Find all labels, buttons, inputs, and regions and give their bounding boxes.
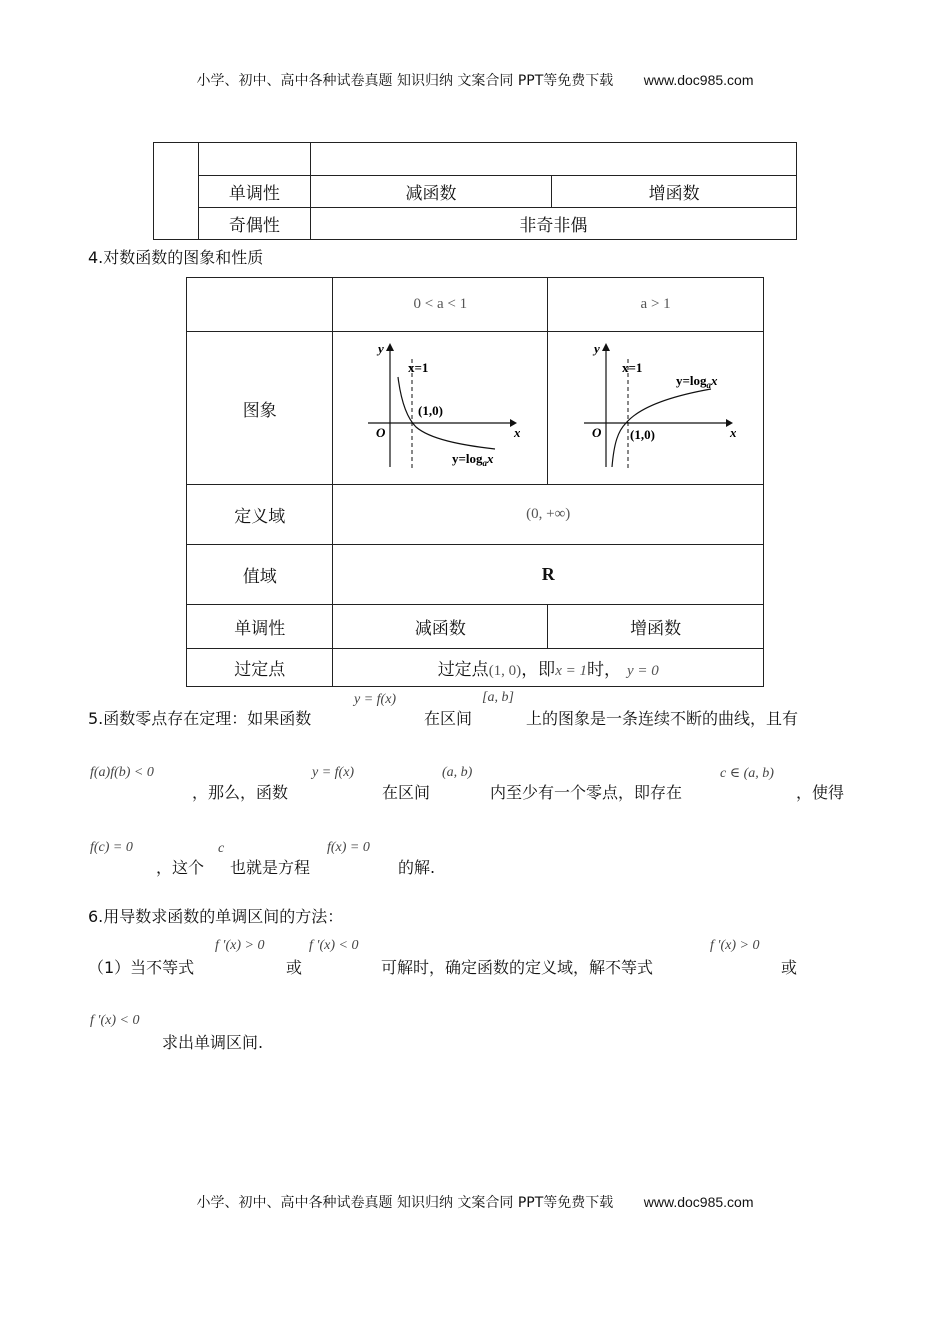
s6-text: 或 xyxy=(286,958,303,977)
origin-label: O xyxy=(376,425,386,440)
s6-text: 求出单调区间. xyxy=(162,1033,264,1052)
page-header xyxy=(0,70,950,90)
s5-math: c xyxy=(218,841,225,856)
s5-math: f(x) = 0 xyxy=(327,840,370,855)
mono-increasing: 增函数 xyxy=(548,605,764,649)
exp-table-continued xyxy=(153,142,797,240)
s6-text: 或 xyxy=(781,958,798,977)
row-label-monotonic: 单调性 xyxy=(198,176,310,208)
row-label-parity: 奇偶性 xyxy=(198,208,310,240)
page-footer xyxy=(0,1192,950,1212)
y-axis-label: y xyxy=(378,341,385,356)
s6-math: f ′(x) < 0 xyxy=(309,938,359,953)
row-label-monotonic: 单调性 xyxy=(187,605,333,649)
x-axis-label: x xyxy=(514,425,521,440)
y-axis-label: y xyxy=(593,341,600,356)
s6-math: f ′(x) > 0 xyxy=(215,938,265,953)
s5-text: 也就是方程 xyxy=(230,858,311,877)
s5-text: 5.函数零点存在定理：如果函数 xyxy=(88,709,312,728)
s5-text: 内至少有一个零点，即存在 xyxy=(490,783,683,802)
fixed-point-value: 过定点(1, 0)，即x = 1时， y = 0 xyxy=(333,649,764,687)
parity-value: 非奇非偶 xyxy=(310,208,796,240)
log-graph-decreasing xyxy=(360,339,520,477)
s6-math: f ′(x) < 0 xyxy=(90,1013,140,1028)
s5-text: 在区间 xyxy=(382,783,431,802)
mono-increasing: 增函数 xyxy=(552,176,797,208)
s5-math: [a, b] xyxy=(482,690,514,705)
s5-math: (a, b) xyxy=(442,765,473,780)
footer-url[interactable]: www.doc985.com xyxy=(643,1194,754,1210)
domain-value: (0, +∞) xyxy=(333,485,764,545)
x-axis-label: x xyxy=(729,425,736,440)
range-value: R xyxy=(333,545,764,605)
graph-cell-right xyxy=(548,332,764,485)
header-url[interactable]: www.doc985.com xyxy=(643,72,754,88)
origin-label: O xyxy=(591,425,601,440)
curve-label: $y=\log_ax$ xyxy=(452,451,494,468)
s5-text: 上的图象是一条连续不断的曲线，且有 xyxy=(526,709,799,728)
s5-math: y = f(x) xyxy=(312,765,355,780)
section4-title: 4.对数函数的图象和性质 xyxy=(88,248,264,267)
s5-text: 的解. xyxy=(398,858,436,877)
header-text: 小学、初中、高中各种试卷真题 知识归纳 文案合同 PPT等免费下载 xyxy=(196,73,614,89)
footer-text: 小学、初中、高中各种试卷真题 知识归纳 文案合同 PPT等免费下载 xyxy=(196,1195,614,1211)
col-header-left: 0 < a < 1 xyxy=(333,278,548,332)
s6-math: f ′(x) > 0 xyxy=(710,938,760,953)
col-header-right: a > 1 xyxy=(548,278,764,332)
s5-math: y = f(x) xyxy=(354,692,397,707)
point-label: (1,0) xyxy=(418,403,444,418)
line-x1-label: x=1 xyxy=(408,360,429,375)
s5-math: c ∈ (a, b) xyxy=(720,766,774,781)
row-label-fixed-point: 过定点 xyxy=(187,649,333,687)
s5-text: 在区间 xyxy=(424,709,473,728)
s6-text: 可解时，确定函数的定义域，解不等式 xyxy=(381,958,654,977)
point-label: (1,0) xyxy=(629,427,655,442)
s6-title: 6.用导数求函数的单调区间的方法： xyxy=(88,907,344,926)
mono-decreasing: 减函数 xyxy=(310,176,552,208)
merged-cell xyxy=(154,143,199,240)
curve-label: $y=\log_ax$ xyxy=(675,373,718,390)
log-function-table xyxy=(186,277,764,687)
graph-cell-left xyxy=(333,332,548,485)
s5-math: f(c) = 0 xyxy=(90,840,133,855)
row-label-range: 值域 xyxy=(187,545,333,605)
s6-text: （1）当不等式 xyxy=(88,958,195,977)
s5-text: ，那么，函数 xyxy=(192,783,289,802)
line-x1-label: x=1 xyxy=(621,360,643,375)
row-label-graph: 图象 xyxy=(187,332,333,485)
log-graph-increasing xyxy=(576,339,736,477)
s5-math: f(a)f(b) < 0 xyxy=(90,765,154,780)
mono-decreasing: 减函数 xyxy=(333,605,548,649)
s5-text: ，使得 xyxy=(796,783,845,802)
row-label-domain: 定义域 xyxy=(187,485,333,545)
s5-text: ，这个 xyxy=(156,858,205,877)
